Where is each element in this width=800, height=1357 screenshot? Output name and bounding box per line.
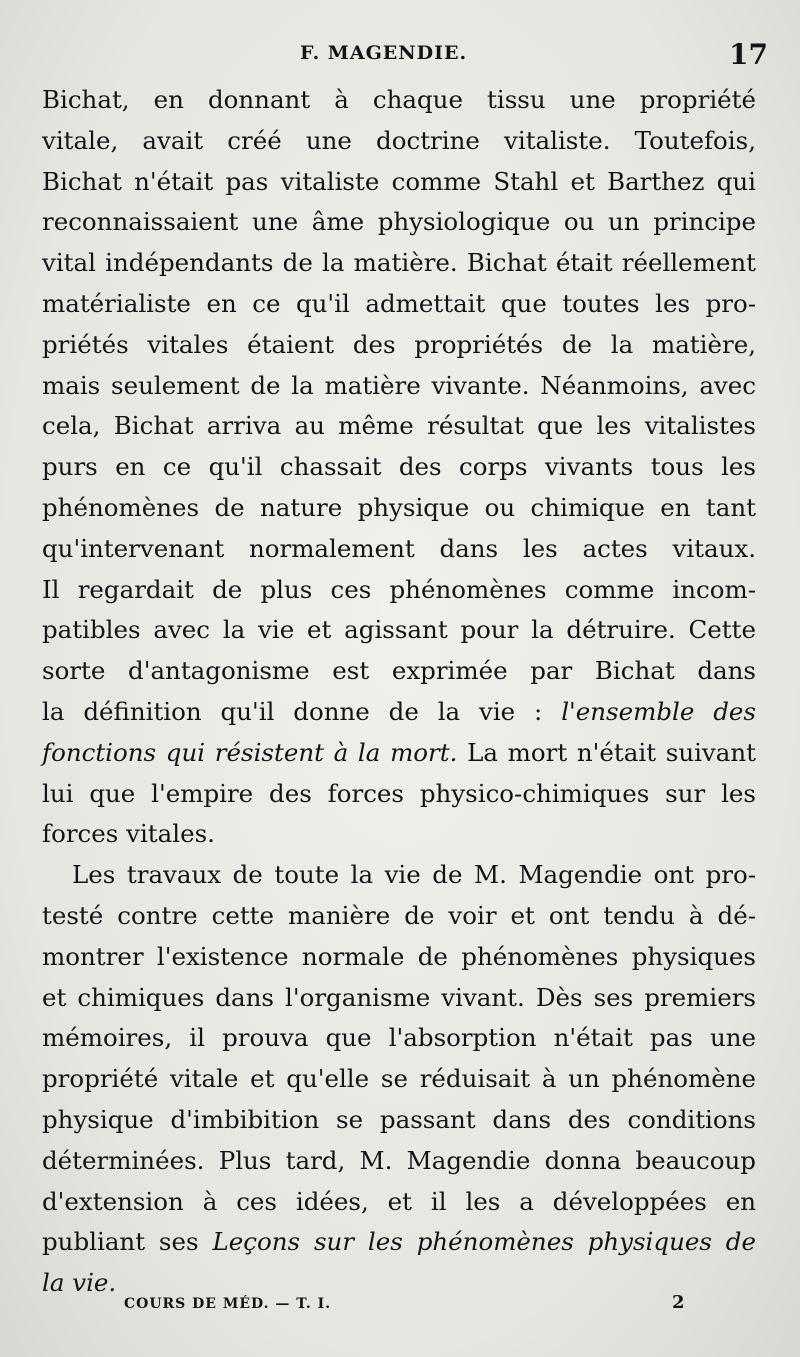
italic-book-title: la vie. bbox=[42, 1268, 117, 1298]
text-line: montrer l'existence normale de phénomènes physiques bbox=[42, 941, 756, 971]
text-line: reconnaissaient une âme physiologique ou un principe bbox=[42, 207, 756, 237]
printer-signature: COURS DE MÉD. — T. I. bbox=[124, 1296, 332, 1312]
text-line-with-quote bbox=[42, 692, 756, 733]
text-line: mémoires, il prouva que l'absorption n'était pas une bbox=[42, 1023, 756, 1053]
text-line: mais seulement de la matière vivante. Néanmoins, avec bbox=[42, 370, 756, 400]
text-line: d'extension à ces idées, et il les a développées en bbox=[42, 1186, 756, 1216]
text-line: sorte d'antagonisme est exprimée par Bichat dans bbox=[42, 656, 756, 686]
text-line: purs en ce qu'il chassait des corps vivants tous les bbox=[42, 452, 756, 482]
text-line: et chimiques dans l'organisme vivant. Dès ses premiers bbox=[42, 982, 756, 1012]
page-footer bbox=[0, 1292, 800, 1322]
text-line: phénomènes de nature physique ou chimique en tant bbox=[42, 492, 756, 522]
text-line: physique d'imbibition se passant dans des conditions bbox=[42, 1104, 756, 1134]
text-segment: publiant ses bbox=[42, 1227, 199, 1257]
text-line: cela, Bichat arriva au même résultat que les vitalistes bbox=[42, 411, 756, 441]
text-segment: la définition qu'il donne de la vie : bbox=[42, 696, 543, 726]
text-line: testé contre cette manière de voir et ont tendu à dé- bbox=[42, 900, 756, 930]
body-text bbox=[42, 80, 756, 1304]
text-line: Bichat, en donnant à chaque tissu une propriété bbox=[42, 85, 756, 114]
text-line: Les travaux de toute la vie de M. Magendie ont pro- bbox=[72, 860, 756, 890]
page-number: 17 bbox=[729, 38, 768, 71]
running-head: F. MAGENDIE. bbox=[300, 42, 468, 64]
text-line: propriété vitale et qu'elle se réduisait à un phénomène bbox=[42, 1064, 756, 1094]
text-line: lui que l'empire des forces physico-chimiques sur les bbox=[42, 778, 756, 808]
text-line: Bichat n'était pas vitaliste comme Stahl et Barthez qui bbox=[42, 166, 756, 196]
text-line: patibles avec la vie et agissant pour la détruire. Cette bbox=[42, 615, 756, 645]
text-line-with-quote bbox=[42, 733, 756, 774]
text-line: qu'intervenant normalement dans les actes vitaux. bbox=[42, 533, 756, 563]
text-line: priétés vitales étaient des propriétés de la matière, bbox=[42, 329, 756, 359]
text-line: matérialiste en ce qu'il admettait que toutes les pro- bbox=[42, 288, 756, 318]
text-line-with-title bbox=[42, 1222, 756, 1263]
text-line: vital indépendants de la matière. Bichat était réellement bbox=[42, 248, 756, 278]
italic-quote: l'ensemble des bbox=[561, 696, 756, 726]
text-line: vitale, avait créé une doctrine vitaliste. Toutefois, bbox=[42, 125, 756, 155]
text-line: déterminées. Plus tard, M. Magendie donna beaucoup bbox=[42, 1145, 756, 1175]
italic-book-title: Leçons sur les phénomènes physiques de bbox=[212, 1227, 756, 1257]
text-line: forces vitales. bbox=[42, 819, 215, 849]
text-line: Il regardait de plus ces phénomènes comme incom- bbox=[42, 574, 756, 604]
italic-quote: fonctions qui résistent à la mort. bbox=[42, 737, 458, 767]
sheet-number: 2 bbox=[672, 1292, 685, 1313]
page-header bbox=[0, 38, 800, 78]
text-segment: La mort n'était suivant bbox=[467, 737, 757, 767]
